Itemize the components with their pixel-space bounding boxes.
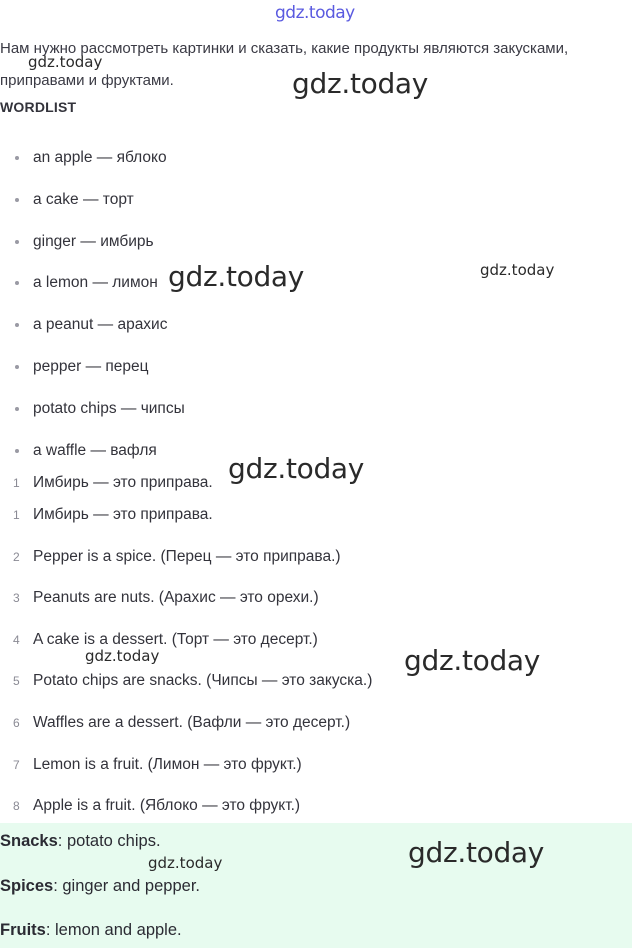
item-number: 7 [13, 757, 20, 772]
watermark: gdz.today [480, 261, 555, 279]
list-item [0, 349, 185, 391]
answer-fruits [0, 921, 182, 940]
bullet-icon [15, 449, 19, 453]
list-item [0, 307, 185, 349]
answer-label: Fruits [0, 921, 46, 939]
watermark: gdz.today [292, 67, 429, 100]
bullet-icon [15, 240, 19, 244]
item-number: 4 [13, 632, 20, 647]
list-item-text: Peanuts are nuts. (Арахис — это орехи.) [33, 589, 319, 607]
list-item-text: Имбирь — это приправа. [33, 474, 213, 491]
list-item [0, 498, 372, 540]
intro-text: Нам нужно рассмотреть картинки и сказать, какие продукты являются закусками, приправами и фруктами. [0, 40, 569, 89]
bullet-icon [15, 198, 19, 202]
watermark: gdz.today [404, 644, 541, 677]
list-item-text: Potato chips are snacks. (Чипсы — это закуска.) [33, 672, 373, 690]
list-item-text: Lemon is a fruit. (Лимон — это фрукт.) [33, 755, 302, 773]
wordlist [0, 140, 185, 474]
watermark: gdz.today [28, 53, 103, 71]
watermark: gdz.today [85, 647, 160, 665]
list-item [0, 224, 185, 266]
list-item-text: an apple — яблоко [33, 149, 167, 166]
sentence-list [0, 498, 372, 831]
item-number: 2 [13, 549, 20, 564]
list-item-text: a peanut — арахис [33, 316, 168, 334]
list-item-text: pepper — перец [33, 357, 149, 375]
bullet-icon [15, 407, 19, 411]
list-item [0, 664, 372, 706]
bullet-icon [15, 281, 19, 285]
answer-value: : potato chips. [57, 832, 161, 850]
item-number: 1 [13, 508, 20, 522]
item-number: 8 [13, 799, 20, 814]
list-item [0, 265, 185, 307]
watermark: gdz.today [408, 836, 545, 869]
bullet-icon [15, 323, 19, 327]
list-item [0, 182, 185, 224]
item-number: 6 [13, 715, 20, 730]
top-watermark: gdz.today [275, 3, 355, 23]
bullet-icon [15, 365, 19, 369]
watermark: gdz.today [148, 854, 223, 872]
list-item-text: potato chips — чипсы [33, 399, 185, 417]
list-item-text: ginger — имбирь [33, 232, 154, 250]
list-item-text: Pepper is a spice. (Перец — это приправа.) [33, 547, 341, 565]
watermark: gdz.today [168, 260, 305, 293]
list-item [0, 581, 372, 623]
item-number: 3 [13, 591, 20, 606]
item-number: 1 [13, 476, 20, 490]
bullet-icon [15, 156, 19, 160]
answer-snacks [0, 832, 161, 851]
list-item [0, 706, 372, 748]
list-item [0, 391, 185, 433]
answer-label: Spices [0, 877, 54, 895]
list-item [0, 140, 185, 182]
list-item-text: a cake — торт [33, 190, 134, 208]
list-item [0, 748, 372, 790]
item-number: 5 [13, 674, 20, 689]
watermark: gdz.today [228, 452, 365, 485]
list-item [0, 540, 372, 582]
list-item-text: A cake is a dessert. (Торт — это десерт.) [33, 630, 318, 648]
wordlist-title: WORDLIST [0, 99, 77, 115]
answer-value: : ginger and pepper. [53, 877, 200, 895]
answer-value: : lemon and apple. [45, 921, 182, 939]
list-item-text: Имбирь — это приправа. [33, 506, 213, 523]
list-item-text: Apple is a fruit. (Яблоко — это фрукт.) [33, 797, 301, 815]
list-item-text: a lemon — лимон [33, 274, 158, 292]
list-item-text: Waffles are a dessert. (Вафли — это десерт.) [33, 713, 351, 731]
answer-spices [0, 877, 200, 896]
answer-label: Snacks [0, 832, 58, 850]
list-item [0, 623, 372, 665]
list-item-text: a waffle — вафля [33, 441, 157, 459]
